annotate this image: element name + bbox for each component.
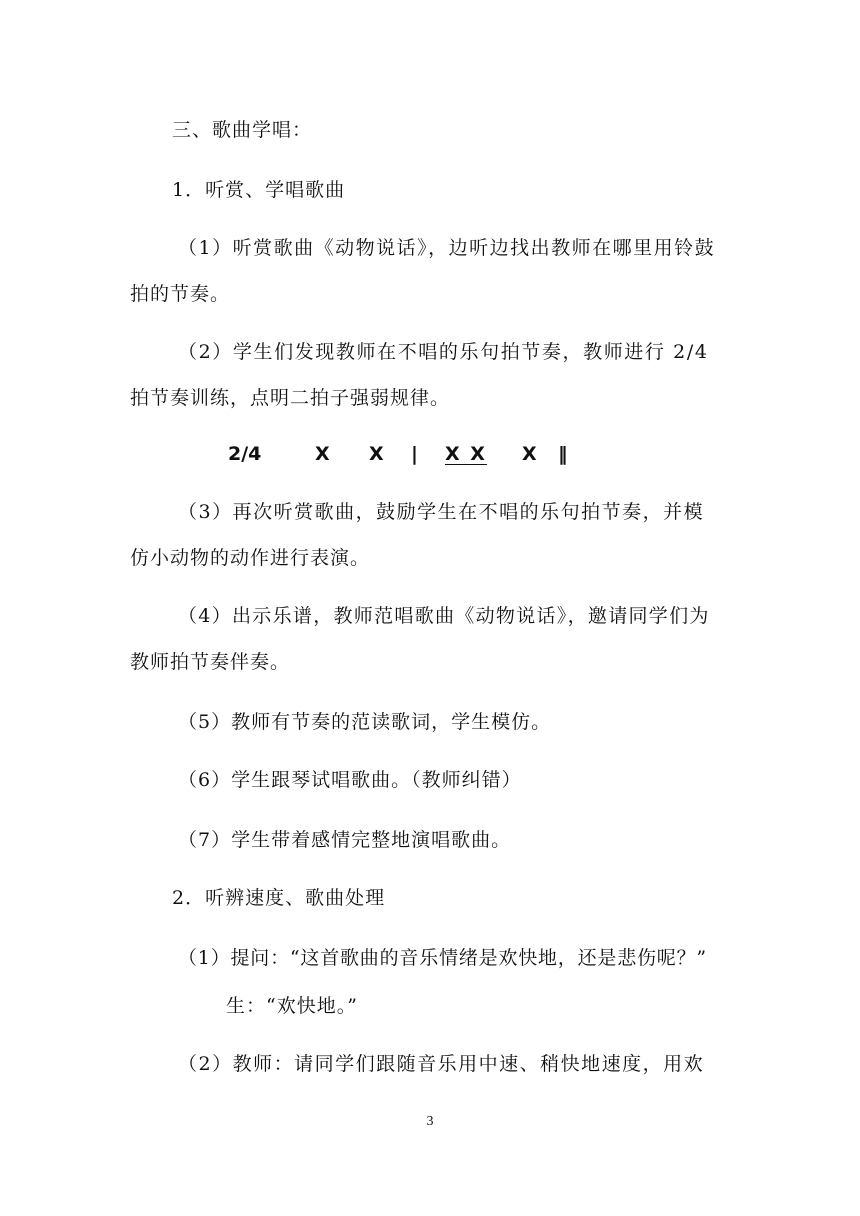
- barline: |: [411, 443, 418, 465]
- subheading-1: 1．听赏、学唱歌曲: [172, 179, 346, 201]
- paragraph-line: 生：“欢快地。”: [226, 995, 358, 1017]
- page-number: 3: [426, 1114, 434, 1129]
- rhythm-eighth-notes: X X: [445, 443, 487, 465]
- paragraph-line: （5）教师有节奏的范读歌词，学生模仿。: [178, 711, 552, 733]
- section-heading: 三、歌曲学唱：: [172, 119, 313, 141]
- paragraph-line: （7）学生带着感情完整地演唱歌曲。: [178, 829, 512, 851]
- end-barline: ‖: [558, 443, 568, 465]
- paragraph-line: （2）教师：请同学们跟随音乐用中速、稍快地速度，用欢: [178, 1053, 705, 1075]
- paragraph-line: （6）学生跟琴试唱歌曲。（教师纠错）: [178, 769, 522, 791]
- paragraph-line: 拍节奏训练，点明二拍子强弱规律。: [130, 387, 451, 409]
- rhythm-note: X: [315, 443, 330, 465]
- paragraph-line: （3）再次听赏歌曲，鼓励学生在不唱的乐句拍节奏，并模: [178, 501, 705, 523]
- time-signature: 2/4: [228, 443, 262, 465]
- paragraph-line: 仿小动物的动作进行表演。: [130, 547, 371, 569]
- paragraph-line: （1）提问：“这首歌曲的音乐情绪是欢快地，还是悲伤呢？”: [178, 947, 707, 969]
- rhythm-note: X: [369, 443, 384, 465]
- rhythm-note: X: [522, 443, 537, 465]
- paragraph-line: 拍的节奏。: [130, 283, 231, 305]
- paragraph-line: 教师拍节奏伴奏。: [130, 651, 291, 673]
- paragraph-line: （4）出示乐谱，教师范唱歌曲《动物说话》，邀请同学们为: [178, 605, 710, 627]
- paragraph-line: （1）听赏歌曲《动物说话》，边听边找出教师在哪里用铃鼓: [178, 237, 716, 259]
- paragraph-line: （2）学生们发现教师在不唱的乐句拍节奏，教师进行 2/4: [178, 341, 709, 363]
- subheading-2: 2．听辨速度、歌曲处理: [172, 887, 386, 909]
- rhythm-notation: [228, 442, 588, 472]
